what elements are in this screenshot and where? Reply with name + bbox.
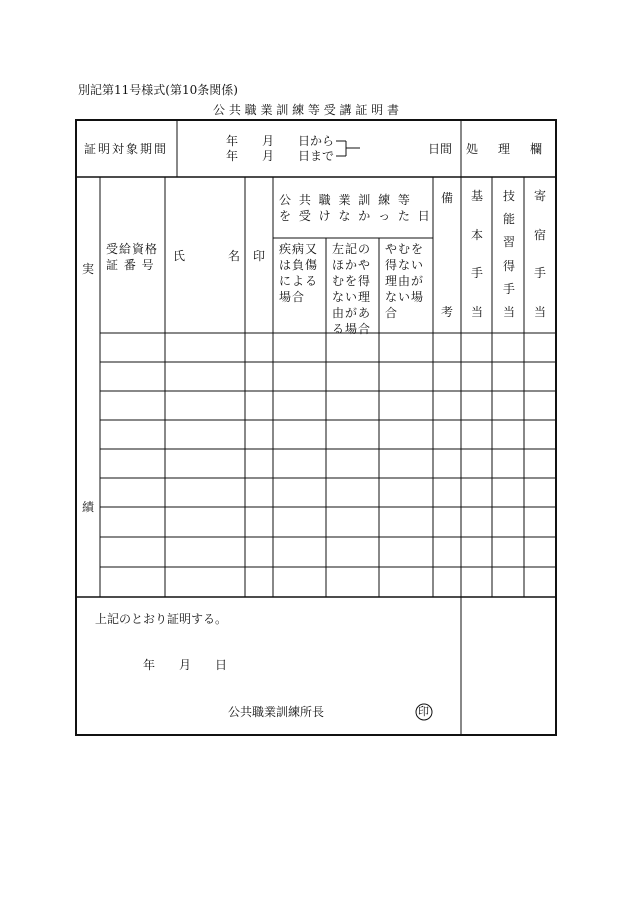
certification-statement: 上記のとおり証明する。 [95, 612, 228, 626]
basic-allowance-header: 基 本 手 当 [470, 189, 483, 319]
certification-date: 年 月 日 [143, 658, 228, 672]
document-title: 公 共 職 業 訓 練 等 受 講 証 明 書 [213, 103, 399, 117]
issuer-title: 公共職業訓練所長 [228, 705, 325, 719]
remarks-header-bottom: 考 [441, 305, 454, 319]
period-label: 証明対象期間 [84, 142, 169, 156]
issuer-seal-mark: 印 [418, 705, 429, 718]
skill-allowance-header: 技 能 習 得 手 当 [502, 189, 515, 319]
absent-illness-header: 疾病又 は負傷 による 場合 [279, 242, 319, 304]
absent-unavoidable-header: やむを 得ない 理由が ない場 合 [385, 242, 425, 320]
period-from: 年 月 日から [226, 134, 335, 148]
seal-header: 印 [253, 249, 266, 263]
lodging-allowance-header: 寄 宿 手 当 [533, 189, 546, 319]
period-bracket [336, 141, 360, 156]
cert-number-header: 受給資格 証 番 号 [106, 242, 159, 272]
period-days: 日間 [428, 142, 453, 156]
name-header-first: 氏 [173, 249, 186, 263]
absent-other-reason-header: 左記の ほかや むを得 ない理 由があ る場合 [332, 242, 372, 336]
remarks-header-top: 備 [441, 191, 454, 205]
record-label-bottom: 績 [82, 500, 95, 514]
record-label-top: 実 [82, 262, 95, 276]
processing-label: 処 理 欄 [466, 142, 547, 156]
period-to: 年 月 日まで [226, 149, 335, 163]
form-reference: 別記第11号様式(第10条関係) [78, 83, 238, 97]
name-header-second: 名 [228, 249, 241, 263]
absent-days-header: 公 共 職 業 訓 練 等 を 受 け な か っ た 日 [279, 193, 432, 223]
